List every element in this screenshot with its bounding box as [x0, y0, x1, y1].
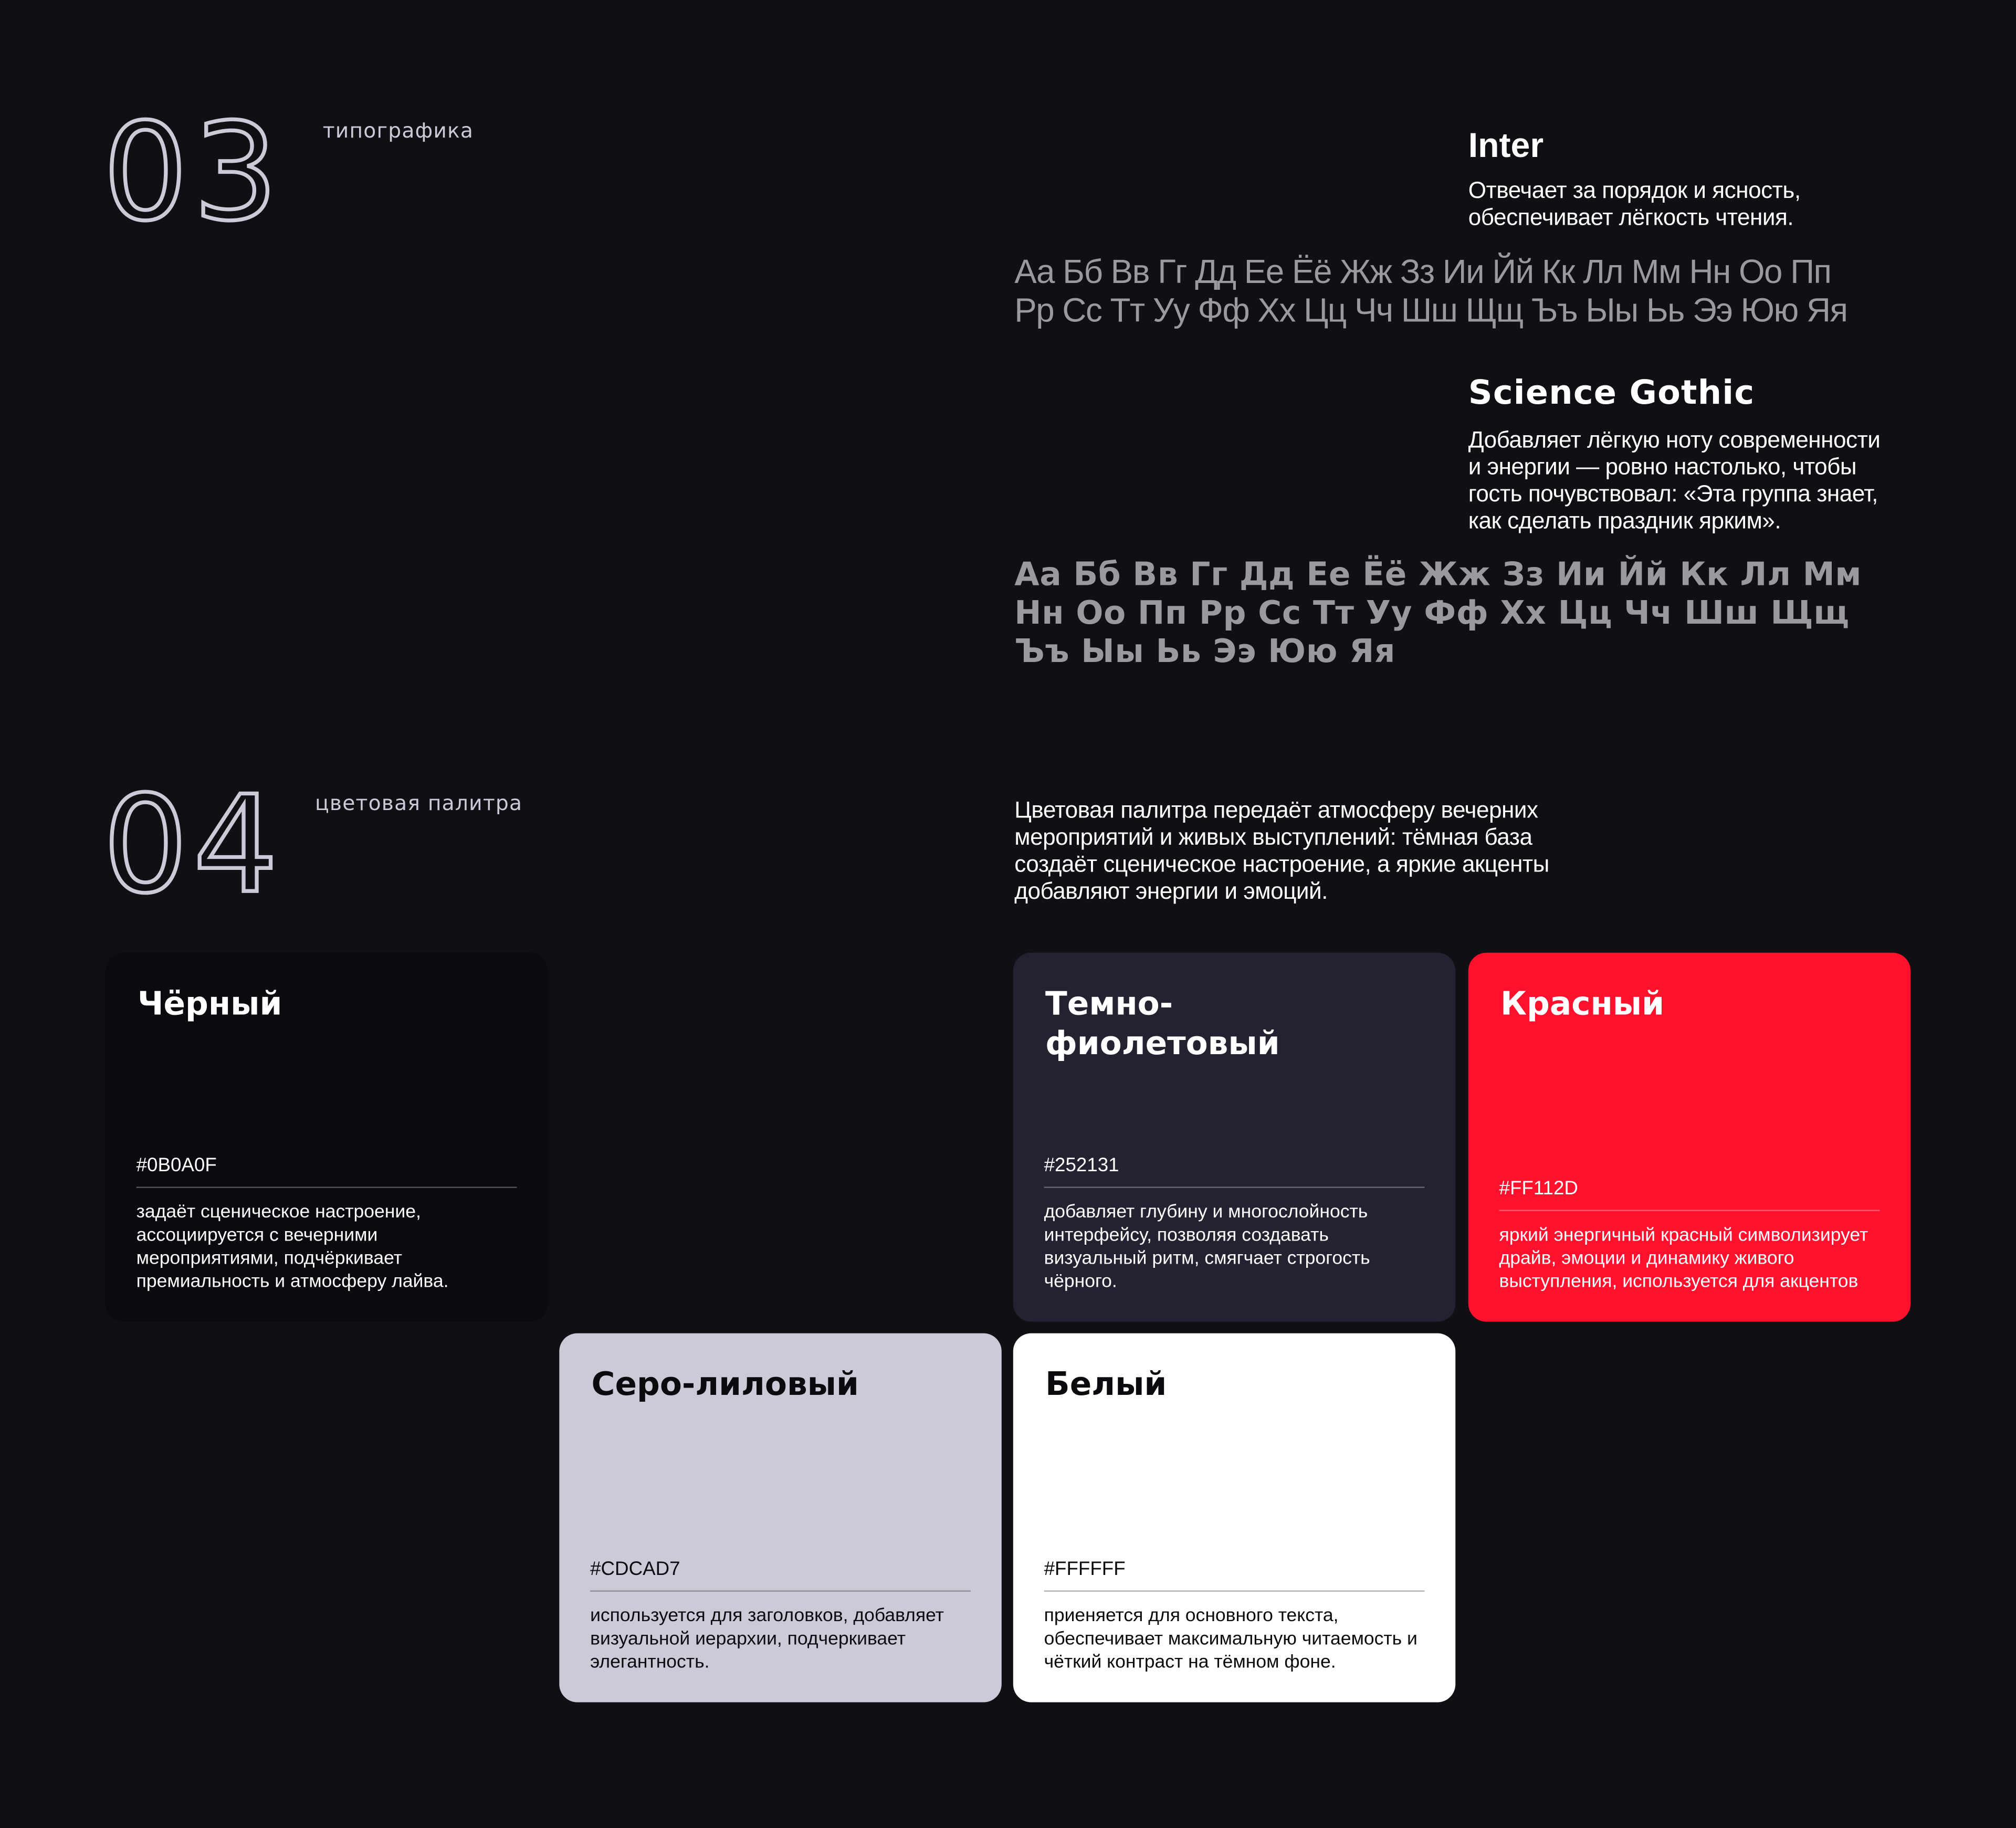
- color-hex: #CDCAD7: [590, 1558, 680, 1580]
- alphabet-line: Рр Сс Тт Уу Фф Хх Цц Чч Шш Щщ Ъъ Ыы Ьь Ээ Юю Яя: [1014, 290, 1847, 329]
- desc-line: как сделать праздник ярким».: [1468, 508, 1781, 534]
- color-hex: #252131: [1044, 1154, 1119, 1176]
- color-hex: #FF112D: [1499, 1178, 1578, 1200]
- font-description-inter: [1468, 177, 1801, 232]
- alphabet-science-gothic: [1014, 555, 1862, 671]
- desc-line: Отвечает за порядок и ясность,: [1468, 177, 1801, 203]
- section-label-typography: типографика: [322, 118, 474, 143]
- color-name: Красный: [1500, 984, 1665, 1022]
- intro-line: добавляют энергии и эмоций.: [1014, 878, 1328, 904]
- divider: [1499, 1210, 1880, 1211]
- color-name: Чёрный: [138, 984, 282, 1022]
- palette-intro: [1014, 797, 1549, 905]
- color-description: яркий энергичный красный символизирует драйв, эмоции и динамику живого выступления, используется для акцентов: [1499, 1225, 1868, 1293]
- color-info: [1499, 1178, 1880, 1293]
- divider: [1044, 1186, 1425, 1188]
- alphabet-line: Аа Бб Вв Гг Дд Ее Ёё Жж Зз Ии Йй Кк Лл Мм: [1014, 555, 1862, 593]
- desc-line: гость почувствовал: «Эта группа знает,: [1468, 480, 1878, 507]
- font-description-science-gothic: [1468, 427, 1881, 535]
- intro-line: Цветовая палитра передаёт атмосферу вечерних: [1014, 797, 1538, 823]
- color-card-white: [1013, 1333, 1455, 1703]
- color-info: [1044, 1154, 1425, 1293]
- alphabet-line: Аа Бб Вв Гг Дд Ее Ёё Жж Зз Ии Йй Кк Лл Мм Нн Оо Пп: [1014, 252, 1831, 291]
- divider: [1044, 1590, 1425, 1591]
- intro-line: создаёт сценическое настроение, а яркие акценты: [1014, 851, 1549, 877]
- color-name: Белый: [1045, 1365, 1167, 1403]
- color-info: [1044, 1558, 1425, 1674]
- color-info: [136, 1154, 517, 1293]
- color-description: используется для заголовков, добавляет визуальной иерархии, подчеркивает элегантность.: [590, 1605, 944, 1673]
- alphabet-line: Ъъ Ыы Ьь Ээ Юю Яя: [1014, 632, 1396, 670]
- color-description: приеняется для основного текста, обеспечивает максимальную читаемость и чёткий контраст на тёмном фоне.: [1044, 1605, 1418, 1673]
- desc-line: обеспечивает лёгкость чтения.: [1468, 204, 1794, 230]
- desc-line: Добавляет лёгкую ноту современности: [1468, 427, 1881, 453]
- color-name: Серо-лиловый: [591, 1365, 859, 1403]
- desc-line: и энергии — ровно настолько, чтобы: [1468, 454, 1857, 480]
- divider: [136, 1186, 517, 1188]
- divider: [590, 1590, 971, 1591]
- color-info: [590, 1558, 971, 1674]
- section-number-typography: 03: [102, 93, 284, 251]
- color-card-dark-purple: [1013, 953, 1455, 1322]
- alphabet-inter: [1014, 252, 1847, 329]
- section-label-palette: цветовая палитра: [315, 791, 523, 815]
- color-hex: #FFFFFF: [1044, 1558, 1126, 1580]
- color-name: Темно- фиолетовый: [1045, 984, 1280, 1062]
- color-card-grey-lilac: [559, 1333, 1001, 1703]
- color-description: задаёт сценическое настроение, ассоциируется с вечерними мероприятиями, подчёркивает премиальность и атмосферу лайва.: [136, 1202, 449, 1293]
- intro-line: мероприятий и живых выступлений: тёмная база: [1014, 824, 1532, 850]
- color-description: добавляет глубину и многослойность интерфейсу, позволяя создавать визуальный ритм, смягчает строгость чёрного.: [1044, 1202, 1370, 1293]
- alphabet-line: Нн Оо Пп Рр Сс Тт Уу Фф Хх Цц Чч Шш Щщ: [1014, 594, 1850, 632]
- color-hex: #0B0A0F: [136, 1154, 217, 1176]
- font-name-science-gothic: Science Gothic: [1468, 374, 1755, 413]
- font-name-inter: Inter: [1468, 126, 1544, 165]
- color-card-red: [1468, 953, 1910, 1322]
- color-card-black: [106, 953, 548, 1322]
- section-number-palette: 04: [102, 766, 284, 923]
